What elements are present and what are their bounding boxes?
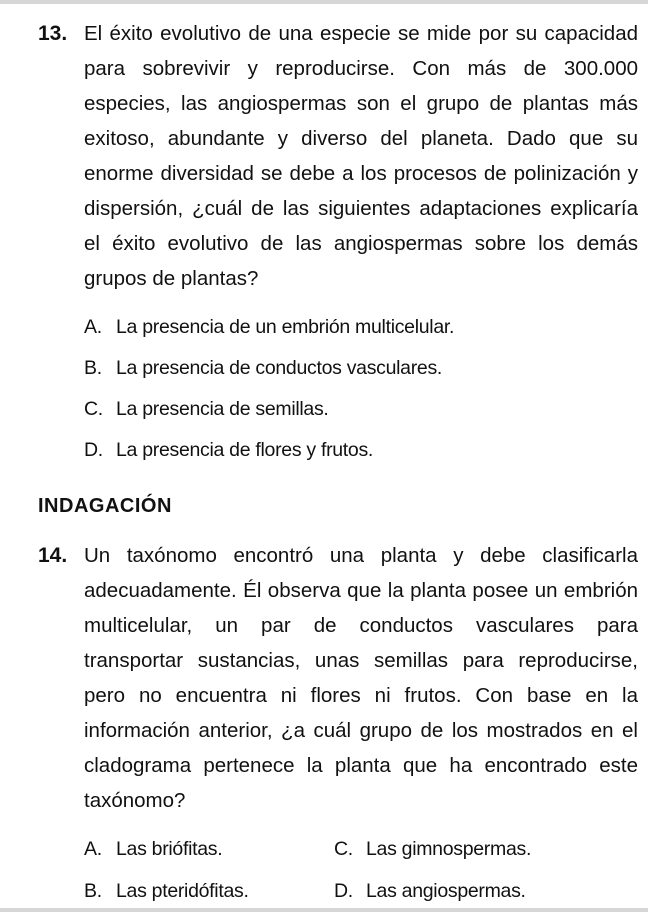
answer-options <box>84 838 638 908</box>
option-letter: D. <box>84 439 103 461</box>
top-divider <box>0 0 648 4</box>
option-text: Las gimnospermas. <box>366 838 532 860</box>
option-text: Las briófitas. <box>116 838 223 860</box>
option-letter: D. <box>334 880 353 902</box>
question-13 <box>38 16 638 480</box>
option-letter: A. <box>84 838 102 860</box>
option-b[interactable] <box>84 357 638 398</box>
option-text: La presencia de flores y frutos. <box>116 439 374 461</box>
option-d[interactable] <box>334 880 594 908</box>
option-text: La presencia de semillas. <box>116 398 329 420</box>
option-c[interactable] <box>334 838 594 866</box>
option-letter: C. <box>334 838 353 860</box>
question-13-stem <box>38 16 638 296</box>
question-14 <box>38 538 638 908</box>
option-text: Las angiospermas. <box>366 880 526 902</box>
option-b[interactable] <box>84 880 334 908</box>
option-text: La presencia de conductos vasculares. <box>116 357 443 379</box>
option-letter: B. <box>84 880 102 902</box>
option-letter: A. <box>84 316 102 338</box>
question-number: 13. <box>38 22 68 45</box>
section-heading: INDAGACIÓN <box>38 495 172 517</box>
option-text: Las pteridófitas. <box>116 880 249 902</box>
option-letter: C. <box>84 398 103 420</box>
bottom-divider <box>0 908 648 912</box>
option-text: La presencia de un embrión multicelular. <box>116 316 455 338</box>
question-text: El éxito evolutivo de una especie se mide por su capacidad para sobrevivir y reproducirse. Con más de 300.000 especies, las angiospermas son el grupo de plantas más exitoso, abundante y diverso del planeta. Dado que su enorme diversidad se debe a los procesos de polinización y dispersión, ¿cuál de las siguientes adaptaciones explicaría el éxito evolutivo de las angiospermas sobre los demás grupos de plantas? <box>84 22 638 290</box>
option-d[interactable] <box>84 439 638 480</box>
option-a[interactable] <box>84 838 334 866</box>
question-14-stem <box>38 538 638 818</box>
option-letter: B. <box>84 357 102 379</box>
answer-options <box>84 316 638 480</box>
question-number: 14. <box>38 544 68 567</box>
option-a[interactable] <box>84 316 638 357</box>
question-text: Un taxónomo encontró una planta y debe clasificarla adecuadamente. Él observa que la planta posee un embrión multicelular, un par de conductos vasculares para transportar sustancias, unas semillas para reproducirse, pero no encuentra ni flores ni frutos. Con base en la información anterior, ¿a cuál grupo de los mostrados en el cladograma pertenece la planta que ha encontrado este taxónomo? <box>84 544 638 812</box>
option-c[interactable] <box>84 398 638 439</box>
